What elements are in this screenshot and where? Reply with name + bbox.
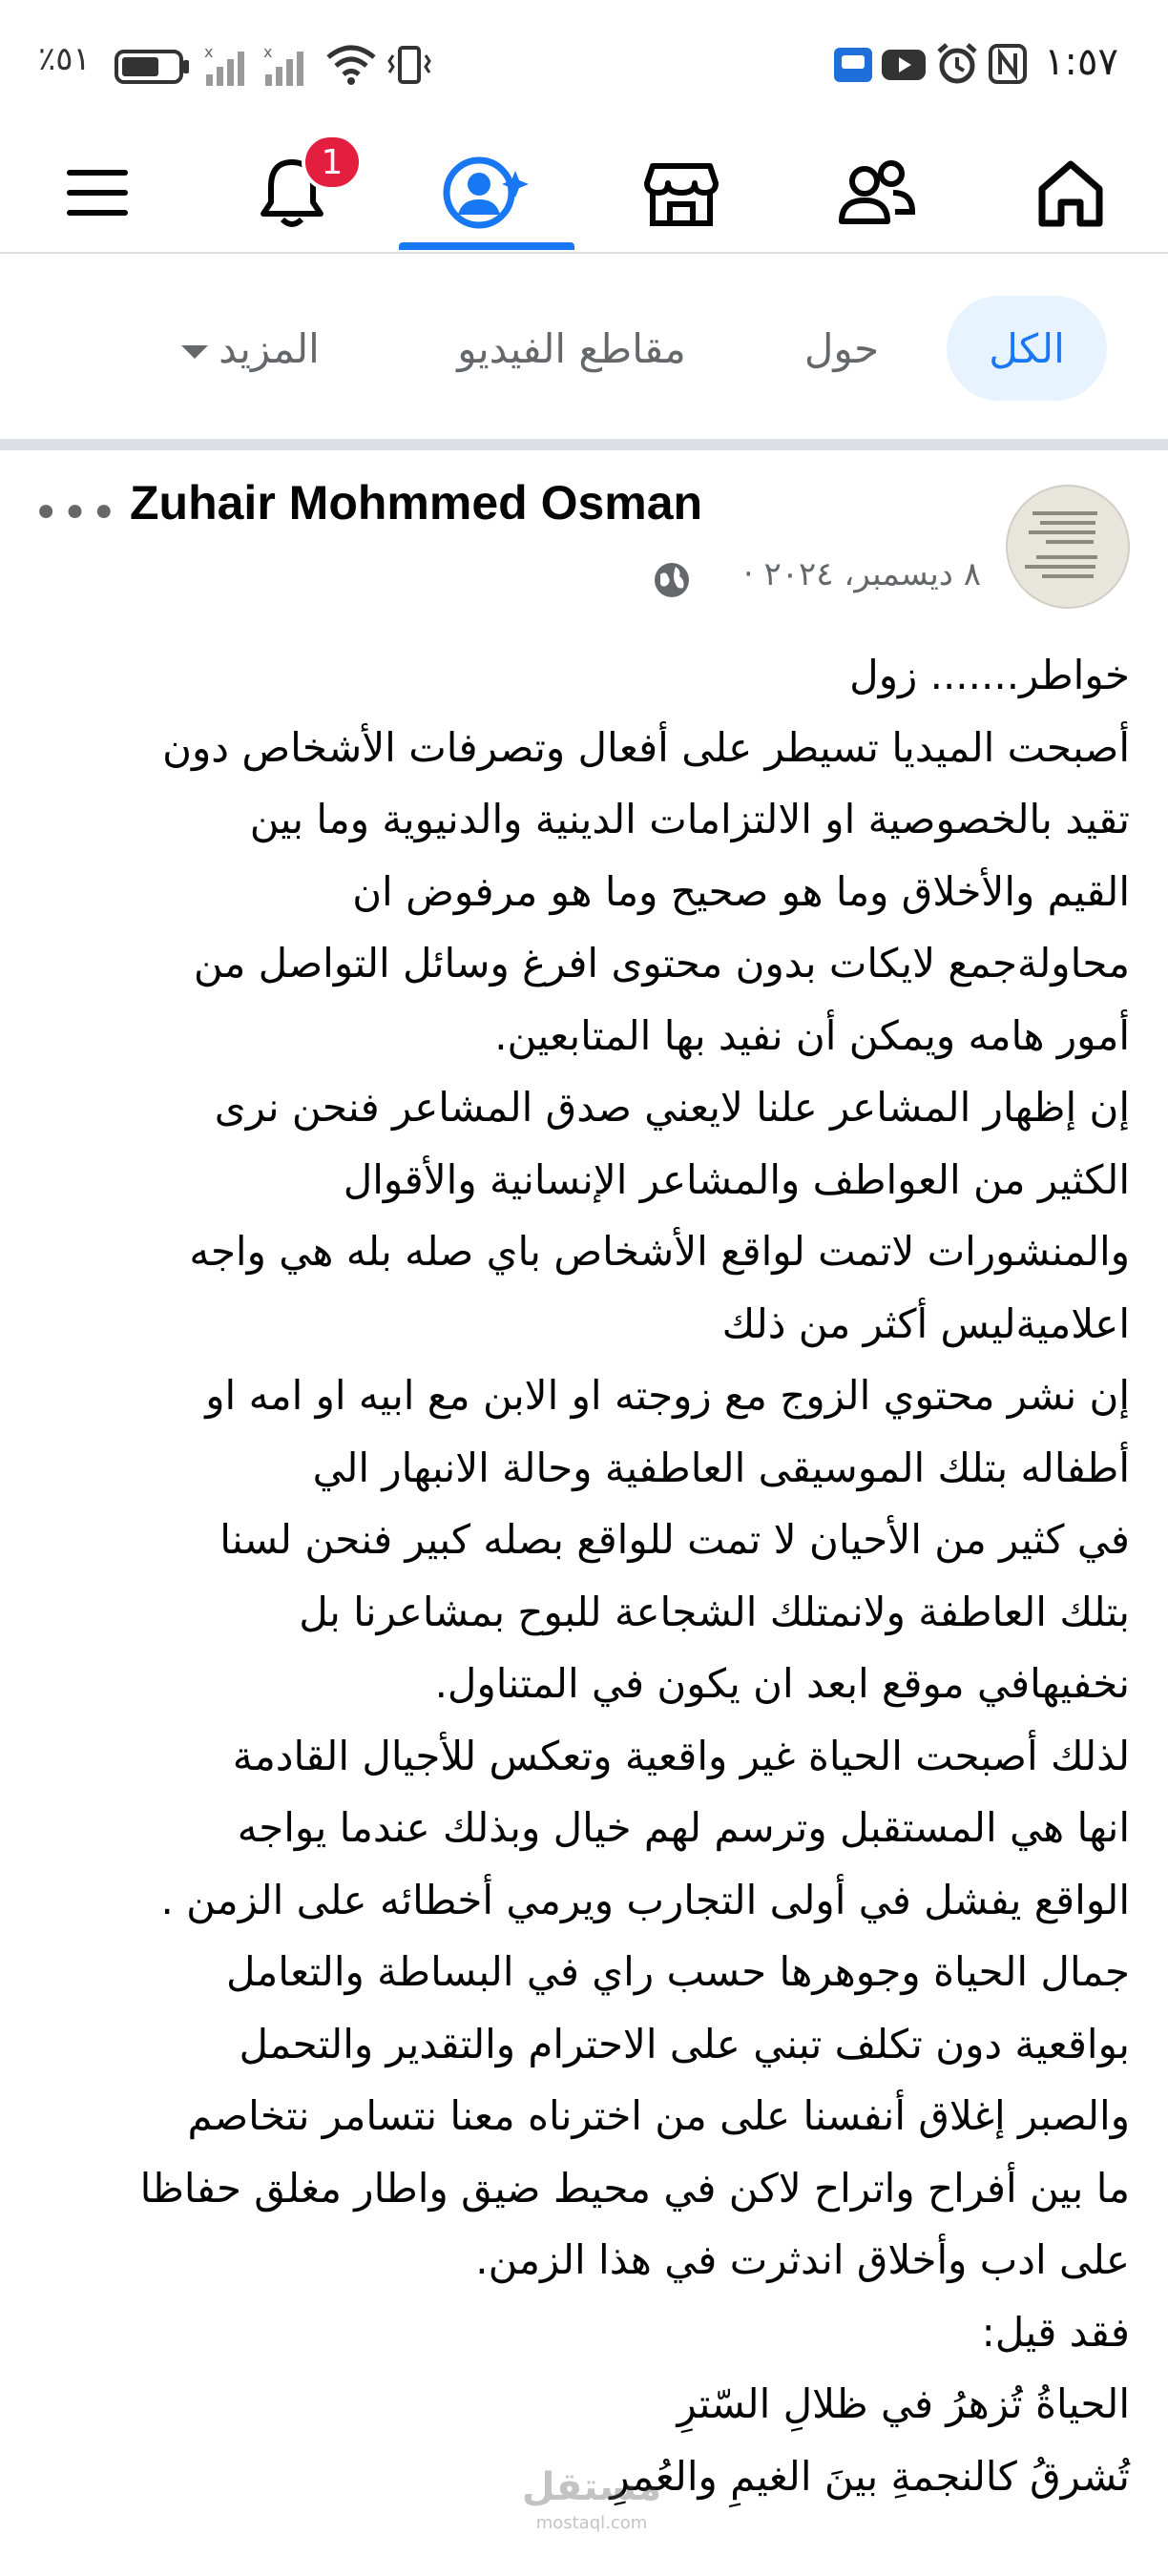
profile-icon bbox=[439, 150, 534, 236]
post-line: جمال الحياة وجوهرها حسب راي في البساطة والتعامل bbox=[226, 1948, 1130, 1995]
avatar-image bbox=[1008, 487, 1128, 607]
post-line: نخفيهافي موقع ابعد ان يكون في المتناول. bbox=[434, 1660, 1130, 1707]
post-line: إن نشر محتوي الزوج مع زوجته او الابن مع ابيه او امه او bbox=[205, 1372, 1130, 1419]
battery-percent: ٪٥١ bbox=[38, 40, 91, 78]
youtube-icon bbox=[880, 46, 928, 84]
profile-tabs bbox=[0, 254, 1168, 435]
post-line: بواقعية دون تكلف تبني على الاحترام والتقدير والتحمل bbox=[239, 2020, 1130, 2067]
post-line: الكثير من العواطف والمشاعر الإنسانية والأقوال bbox=[343, 1155, 1130, 1203]
post-line: تقيد بالخصوصية او الالتزامات الدينية والدنيوية وما بين bbox=[249, 796, 1130, 842]
post-line: خواطر....... زول bbox=[849, 652, 1130, 698]
post-line: انها هي المستقبل وترسم لهم خيال وبذلك عندما يواجه bbox=[237, 1804, 1130, 1851]
post-line: الواقع يفشل في أولى التجارب ويرمي أخطائه على الزمن . bbox=[160, 1876, 1130, 1923]
vibrate-icon bbox=[386, 44, 433, 86]
post-line: لذلك أصبحت الحياة غير واقعية وتعكس للأجيال القادمة bbox=[232, 1732, 1130, 1779]
status-time: ١:٥٧ bbox=[1044, 40, 1118, 84]
nav-menu[interactable] bbox=[31, 134, 164, 252]
post-text bbox=[23, 639, 1130, 2512]
signal-icon bbox=[202, 44, 250, 88]
notification-badge: 1 bbox=[302, 134, 363, 191]
wifi-icon bbox=[324, 44, 378, 86]
post-line: إن إظهار المشاعر علنا لايعني صدق المشاعر فنحن نرى bbox=[214, 1084, 1130, 1131]
home-icon bbox=[1031, 153, 1111, 233]
post-line: اعلاميةليس أكثر من ذلك bbox=[721, 1299, 1130, 1347]
battery-icon bbox=[115, 48, 191, 86]
post-line: في كثير من الأحيان لا تمت للواقع بصله كبير فنحن لسنا bbox=[219, 1516, 1130, 1563]
app-notification-icon bbox=[832, 44, 874, 86]
caret-down-icon[interactable] bbox=[177, 340, 212, 363]
post-line: أصبحت الميديا تسيطر على أفعال وتصرفات الأشخاص دون bbox=[162, 723, 1130, 771]
tab-videos[interactable]: مقاطع الفيديو bbox=[457, 324, 686, 372]
menu-icon bbox=[59, 155, 136, 231]
post-line: بتلك العاطفة ولانمتلك الشجاعة للبوح بمشاعرنا بل bbox=[299, 1588, 1130, 1635]
tab-all[interactable]: الكل bbox=[947, 296, 1107, 401]
post-line: والصبر إغلاق أنفسنا على من اخترناه معنا نتسامر نتخاصم bbox=[187, 2092, 1130, 2139]
post-line: فقد قيل: bbox=[981, 2308, 1130, 2356]
watermark-logo bbox=[496, 2454, 687, 2540]
author-avatar[interactable] bbox=[1006, 485, 1130, 609]
post-line: الحياةُ تُزهرُ في ظلالِ السّترِ bbox=[677, 2380, 1130, 2427]
post-line: أمور هامه ويمكن أن نفيد بها المتابعين. bbox=[494, 1011, 1130, 1059]
post-line: ما بين أفراح واتراح لاكن في محيط ضيق واطار مغلق حفاظا bbox=[139, 2164, 1130, 2212]
nav-marketplace[interactable] bbox=[615, 134, 748, 252]
post-options-button[interactable]: ••• bbox=[32, 487, 119, 540]
tab-about[interactable]: حول bbox=[803, 324, 880, 372]
nav-profile[interactable] bbox=[420, 134, 553, 252]
svg-text:x: x bbox=[263, 44, 273, 61]
nav-friends[interactable] bbox=[809, 134, 943, 252]
section-divider bbox=[0, 439, 1168, 450]
nfc-icon bbox=[987, 42, 1029, 86]
active-tab-indicator bbox=[399, 242, 574, 250]
post-line: محاولةجمع لايكات بدون محتوى افرغ وسائل التواصل من bbox=[193, 940, 1130, 987]
post-timestamp[interactable]: ٨ ديسمبر، ٢٠٢٤ · bbox=[742, 555, 981, 593]
post-line: والمنشورات لاتمت لواقع الأشخاص باي صله بله هي واجه bbox=[189, 1228, 1130, 1275]
svg-text:مستقل: مستقل bbox=[521, 2465, 662, 2509]
alarm-icon bbox=[935, 42, 979, 86]
post-line: تُشرقُ كالنجمةِ بينَ الغيمِ والعُمرِ bbox=[610, 2452, 1130, 2500]
friends-icon bbox=[836, 153, 916, 233]
svg-text:mostaql.com: mostaql.com bbox=[535, 2513, 648, 2533]
status-bar bbox=[0, 0, 1168, 134]
post-author-name[interactable]: Zuhair Mohmmed Osman bbox=[130, 476, 703, 530]
nav-home[interactable] bbox=[1004, 134, 1137, 252]
tab-more[interactable]: المزيد bbox=[219, 324, 320, 372]
post-line: على ادب وأخلاق اندثرت في هذا الزمن. bbox=[475, 2236, 1130, 2283]
globe-icon bbox=[653, 561, 691, 599]
marketplace-icon bbox=[641, 153, 721, 233]
top-navigation bbox=[0, 134, 1168, 254]
signal-icon bbox=[261, 44, 309, 88]
post-line: القيم والأخلاق وما هو صحيح وما هو مرفوض ان bbox=[352, 867, 1130, 915]
post-line: أطفاله بتلك الموسيقى العاطفية وحالة الانبهار الي bbox=[312, 1444, 1130, 1491]
svg-text:x: x bbox=[204, 44, 214, 61]
